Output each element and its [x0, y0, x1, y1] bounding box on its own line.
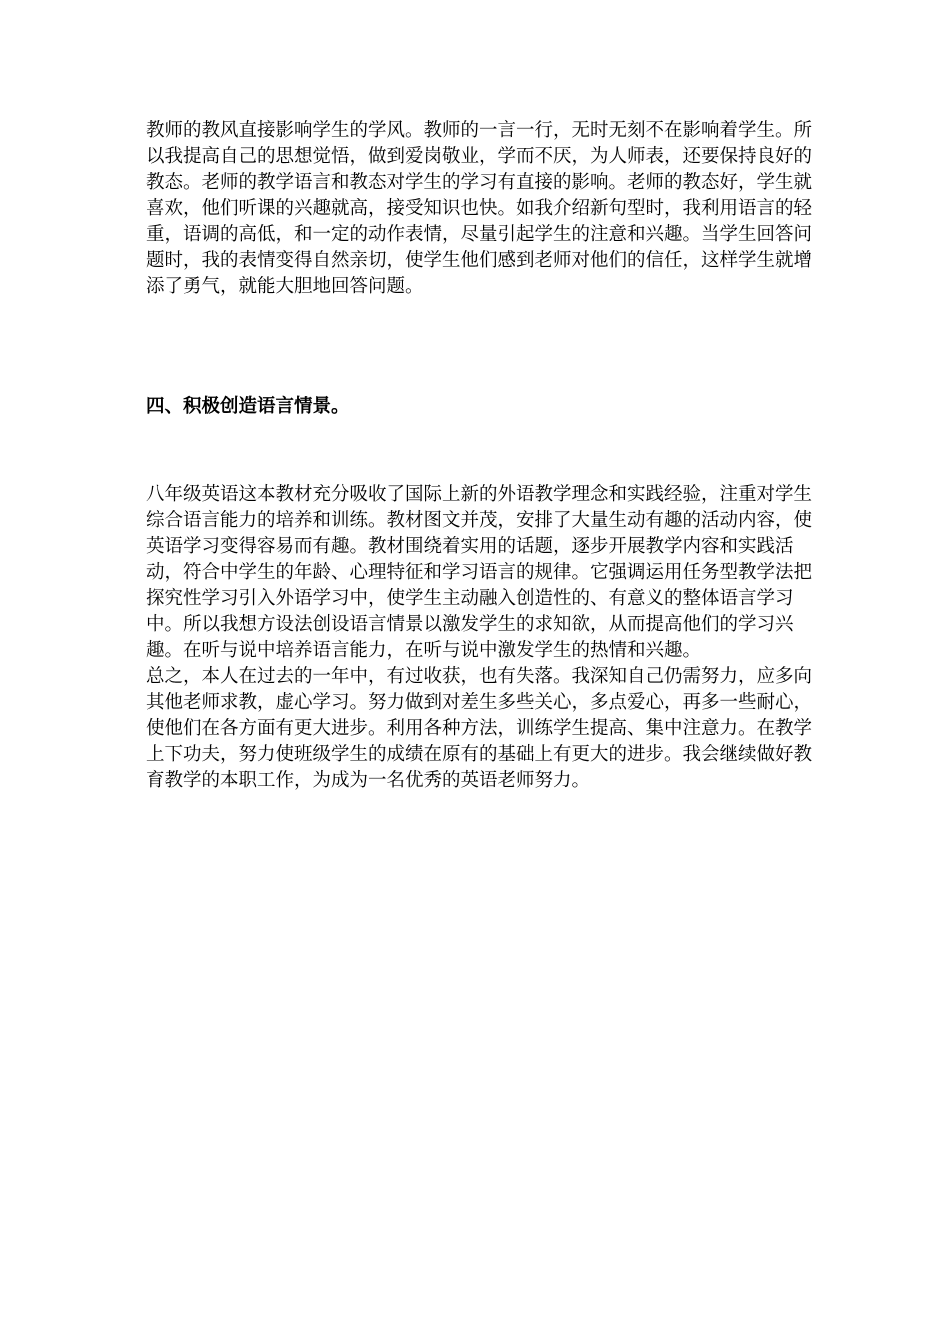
spacer: [146, 420, 816, 482]
paragraph-teaching-manner: 教师的教风直接影响学生的学风。教师的一言一行，无时无刻不在影响着学生。所以我提高自己的思想觉悟，做到爱岗敬业，学而不厌，为人师表，还要保持良好的教态。老师的教学语言和教态对学生的学习有直接的影响。老师的教态好，学生就喜欢，他们听课的兴趣就高，接受知识也快。如我介绍新句型时，我利用语言的轻重，语调的高低，和一定的动作表情，尽量引起学生的注意和兴趣。当学生回答问题时，我的表情变得自然亲切，使学生他们感到老师对他们的信任，这样学生就增添了勇气，就能大胆地回答问题。: [146, 120, 813, 297]
section-heading: 四、积极创造语言情景。: [146, 396, 350, 417]
paragraph-language-scene: 八年级英语这本教材充分吸收了国际上新的外语教学理念和实践经验，注重对学生综合语言能力的培养和训练。教材图文并茂，安排了大量生动有趣的活动内容，使英语学习变得容易而有趣。教材围绕着实用的话题，逐步开展教学内容和实践活动，符合中学生的年龄、心理特征和学习语言的规律。它强调运用任务型教学法把探究性学习引入外语学习中，使学生主动融入创造性的、有意义的整体语言学习中。所以我想方设法创设语言情景以激发学生的求知欲，从而提高他们的学习兴趣。在听与说中培养语言能力，在听与说中激发学生的热情和兴趣。: [146, 484, 813, 661]
document-body: [146, 118, 816, 794]
spacer: [146, 300, 816, 394]
paragraph-summary: 总之，本人在过去的一年中，有过收获，也有失落。我深知自己仍需努力，应多向其他老师求教，虚心学习。努力做到对差生多些关心，多点爱心，再多一些耐心，使他们在各方面有更大进步。利用各种方法，训练学生提高、集中注意力。在教学上下功夫，努力使班级学生的成绩在原有的基础上有更大的进步。我会继续做好教育教学的本职工作，为成为一名优秀的英语老师努力。: [146, 666, 813, 791]
